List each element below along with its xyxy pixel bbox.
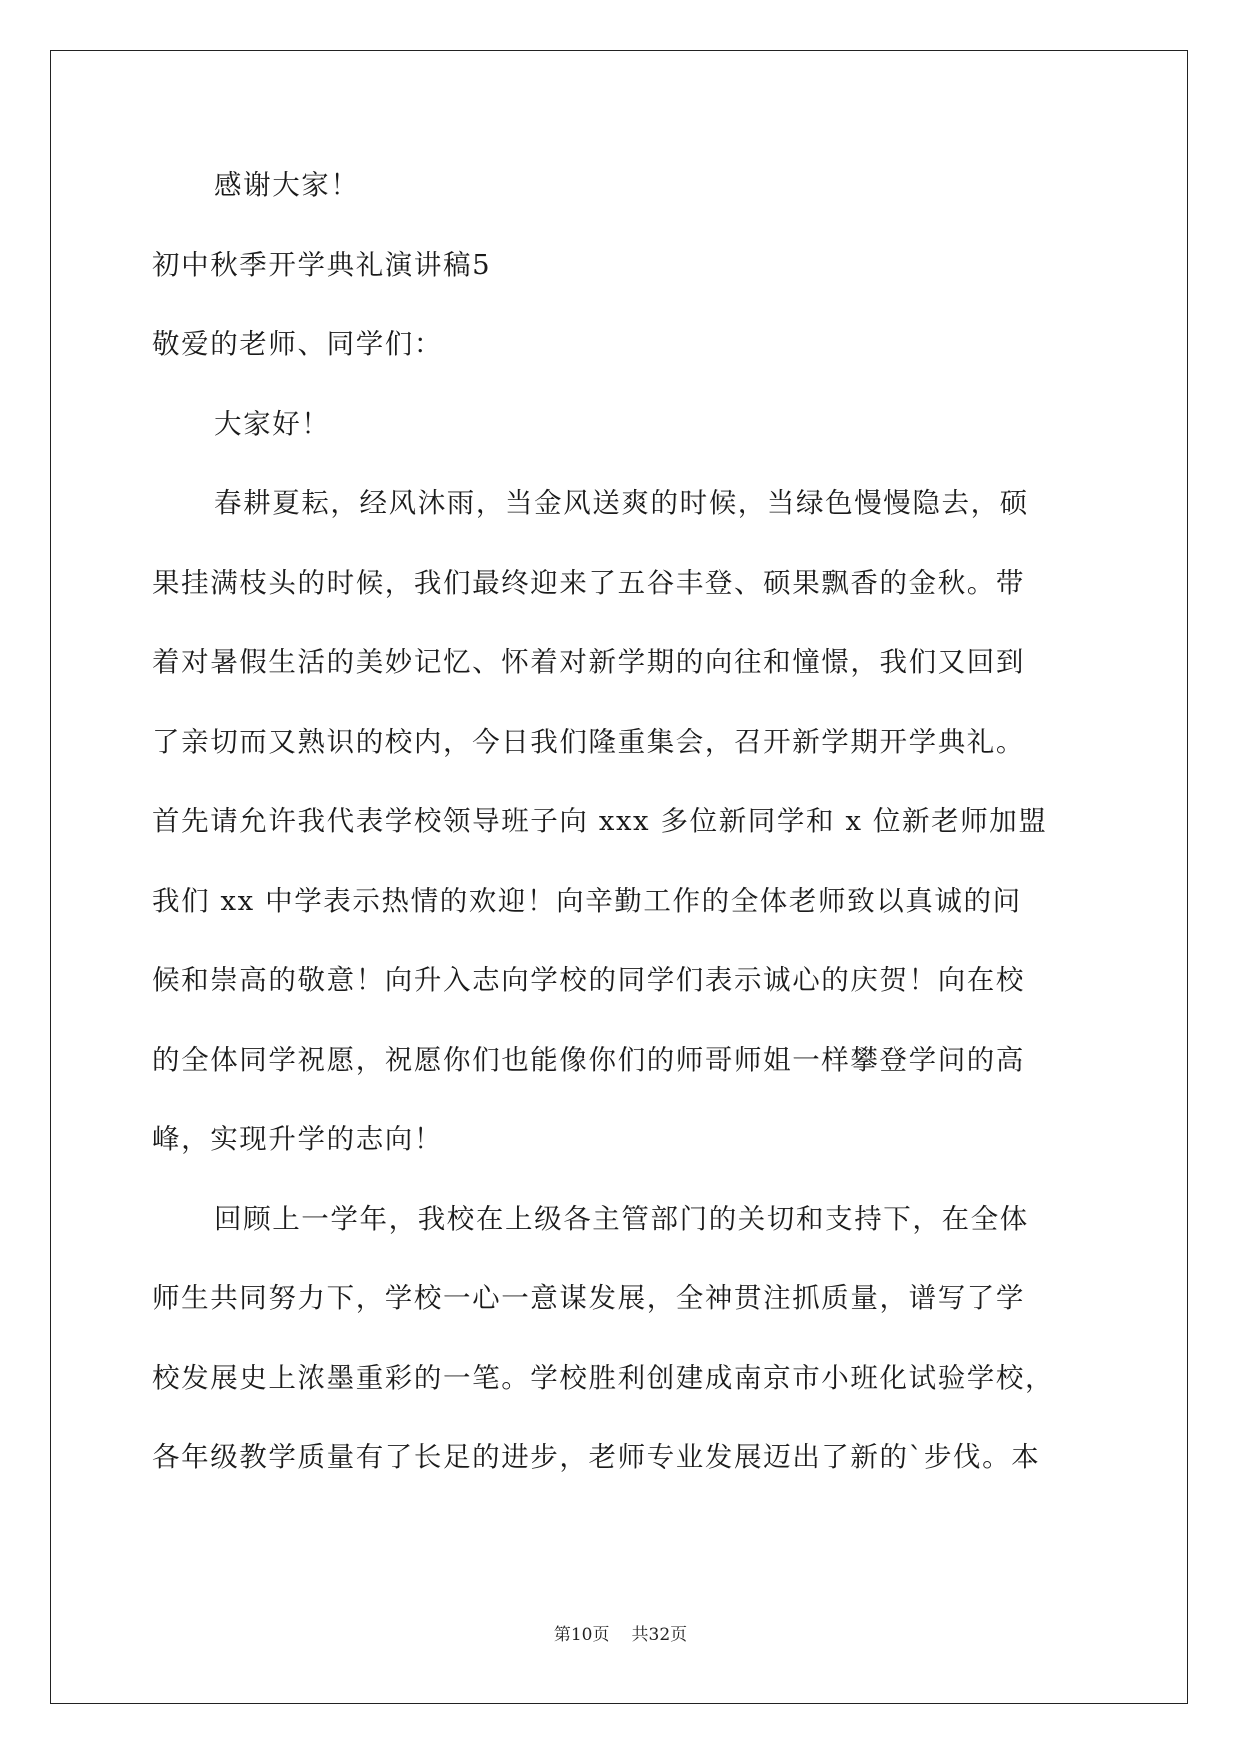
page-total: 共32页 <box>631 1625 688 1645</box>
paragraph-line: 各年级教学质量有了长足的进步，老师专业发展迈出了新的`步伐。本 <box>152 1441 1041 1473</box>
paragraph-line: 了亲切而又熟识的校内，今日我们隆重集会，召开新学期开学典礼。 <box>152 725 1025 758</box>
paragraph-line: 首先请允许我代表学校领导班子向 xxx 多位新同学和 x 位新老师加盟 <box>152 805 1048 837</box>
page-number: 第10页 <box>553 1625 610 1645</box>
paragraph-line: 峰，实现升学的志向！ <box>152 1123 443 1155</box>
greeting: 大家好！ <box>214 407 331 440</box>
paragraph-line: 的全体同学祝愿，祝愿你们也能像你们的师哥师姐一样攀登学问的高 <box>152 1043 1025 1076</box>
paragraph-line: 着对暑假生活的美妙记忆、怀着对新学期的向往和憧憬，我们又回到 <box>152 646 1025 678</box>
paragraph-line: 我们 xx 中学表示热情的欢迎！向辛勤工作的全体老师致以真诚的问 <box>152 884 1022 917</box>
page-footer <box>0 1620 1241 1645</box>
paragraph-line: 校发展史上浓墨重彩的一笔。学校胜利创建成南京市小班化试验学校， <box>152 1361 1055 1394</box>
paragraph-line: 感谢大家！ <box>214 169 360 201</box>
paragraph-line: 春耕夏耘，经风沐雨，当金风送爽的时候，当绿色慢慢隐去，硕 <box>214 487 1029 519</box>
paragraph-line: 候和崇高的敬意！向升入志向学校的同学们表示诚心的庆贺！向在校 <box>152 964 1025 996</box>
paragraph-line: 师生共同努力下，学校一心一意谋发展，全神贯注抓质量，谱写了学 <box>152 1282 1025 1314</box>
section-title: 初中秋季开学典礼演讲稿5 <box>152 248 492 281</box>
salutation: 敬爱的老师、同学们： <box>152 328 443 360</box>
document-body <box>152 168 1092 1520</box>
paragraph-line: 果挂满枝头的时候，我们最终迎来了五谷丰登、硕果飘香的金秋。带 <box>152 566 1025 599</box>
paragraph-line: 回顾上一学年，我校在上级各主管部门的关切和支持下，在全体 <box>214 1202 1029 1235</box>
